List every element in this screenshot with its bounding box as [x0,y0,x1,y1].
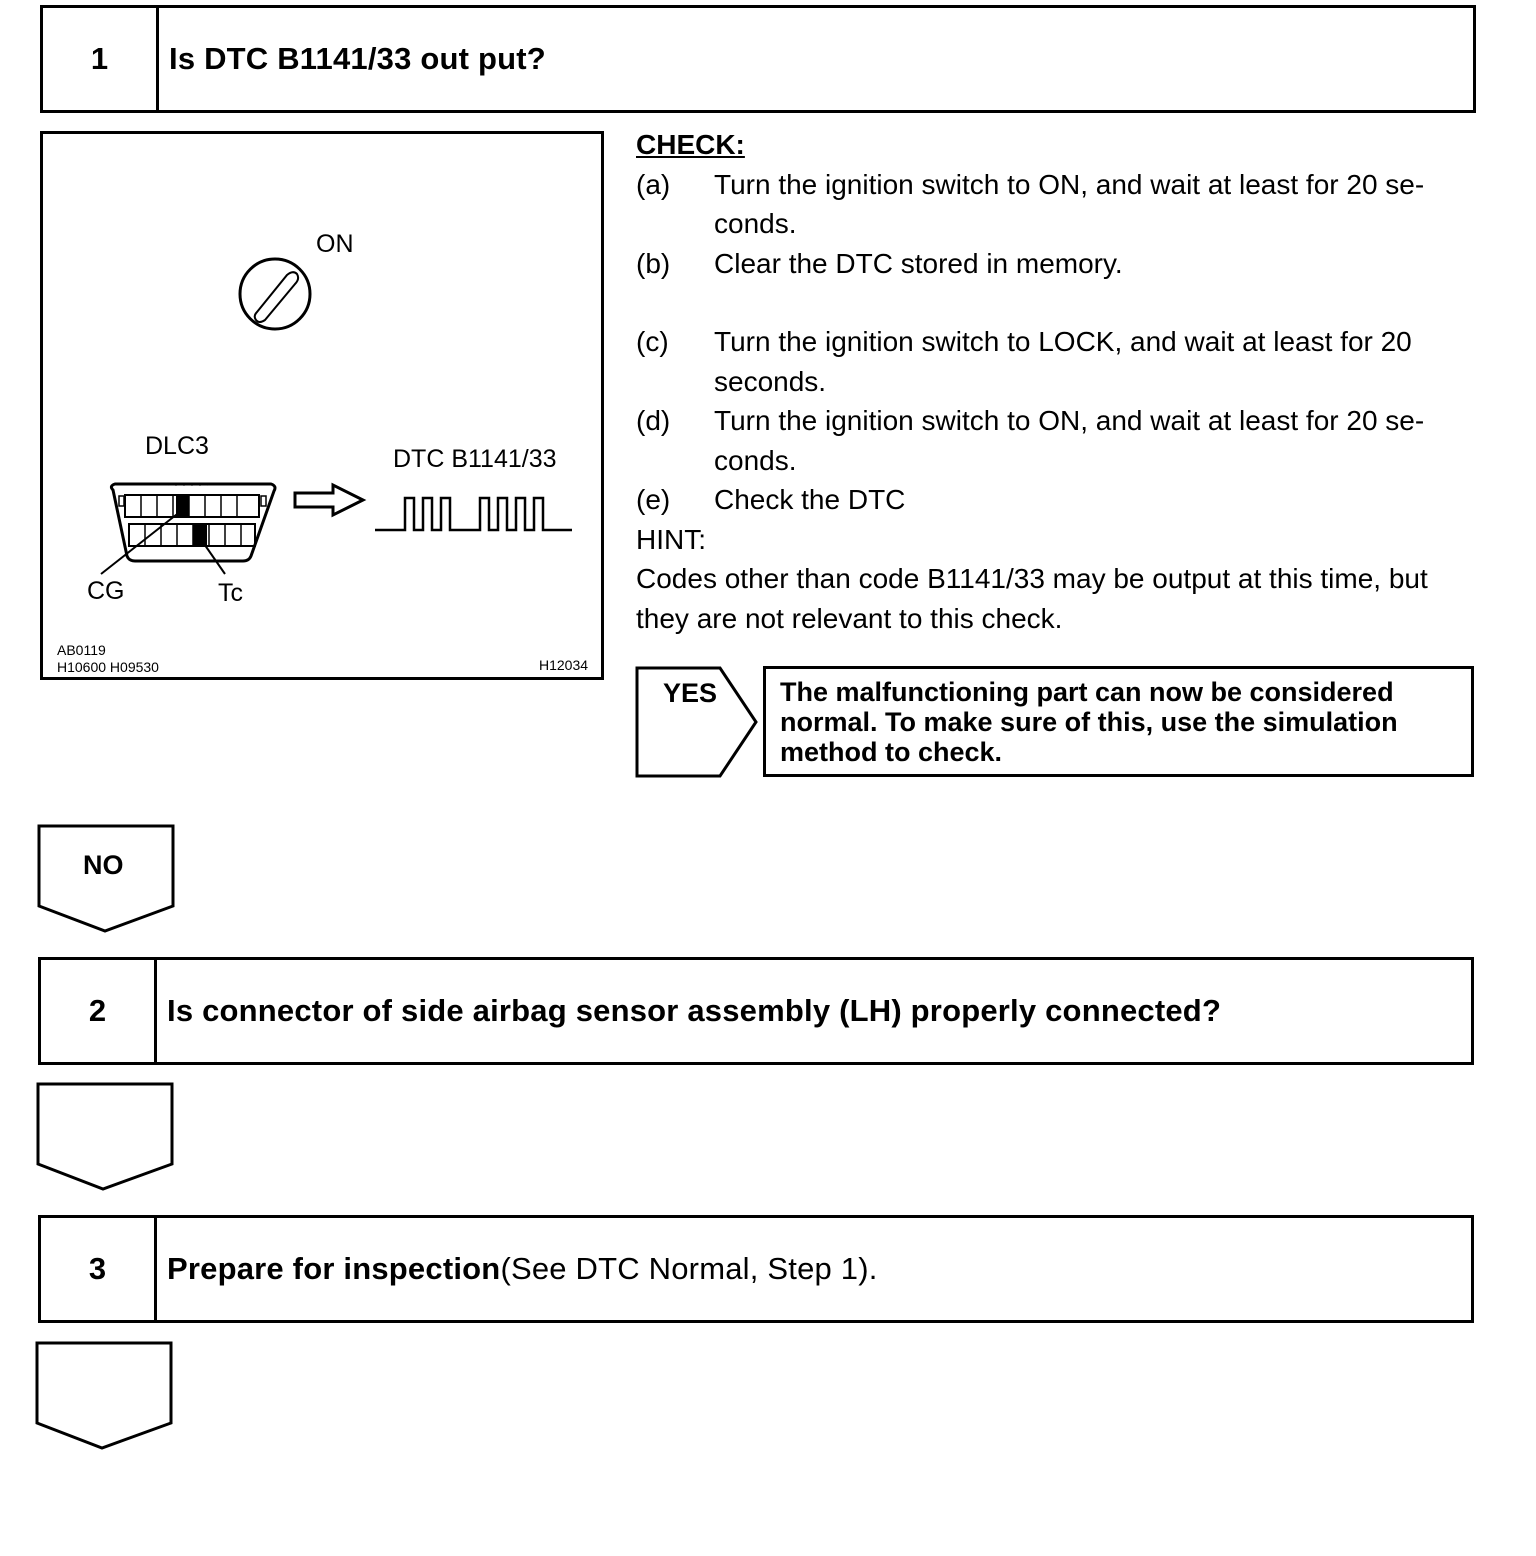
step-question-note: (See DTC Normal, Step 1). [500,1251,878,1286]
check-item-text: Turn the ignition switch to ON, and wait at least for 20 se-conds. [714,168,1425,239]
yes-label: YES [663,678,718,708]
step-2-header [38,957,1474,1065]
yes-result-text: The malfunctioning part can now be considered normal. To make sure of this, use the simulation method to check. [763,666,1474,777]
check-item-c [636,322,1482,401]
tc-label: Tc [218,579,243,607]
check-item-label: (e) [636,484,671,515]
dtc-waveform-icon [375,498,572,530]
check-item-b [636,244,1482,284]
dtc-waveform-label: DTC B1141/33 [393,445,557,473]
figure-code-right: H12034 [539,657,589,673]
check-item-text: Clear the DTC stored in memory. [714,247,1123,279]
dlc3-connector-icon [101,484,275,575]
step-3-header [38,1215,1474,1323]
step-number: 3 [41,1218,157,1320]
no-label: NO [83,850,124,880]
figure-code-left-2: H10600 H09530 [57,659,159,675]
hint-text: Codes other than code B1141/33 may be output at this time, but they are not relevant to this check. [636,563,1428,634]
right-arrow-icon [295,485,363,515]
step-question-text: Is connector of side airbag sensor assembly (LH) properly connected? [167,993,1222,1028]
check-item-label: (b) [636,247,671,279]
check-section [636,125,1482,638]
figure-code-left-1: AB0119 [57,642,106,658]
check-title: CHECK: [636,129,745,160]
step-question [157,1218,1471,1320]
flow-arrow-box [35,1341,175,1451]
step-1-header [40,5,1476,113]
flow-arrow-box [36,1082,176,1192]
cg-label: CG [87,577,125,605]
check-item-label: (d) [636,405,671,436]
step-question-text: Prepare for inspection [167,1251,501,1286]
check-item-text: Turn the ignition switch to LOCK, and wait at least for 20 seconds. [714,326,1412,397]
ignition-switch-icon [240,259,310,329]
check-item-text: Turn the ignition switch to ON, and wait at least for 20 se-conds. [714,405,1425,476]
step-question [157,960,1471,1062]
check-item-e [636,480,1482,520]
dlc3-label: DLC3 [145,432,209,460]
yes-arrow-box [635,666,761,778]
check-item-label: (a) [636,168,671,200]
step-question [159,8,1473,110]
check-item-d [636,401,1482,480]
check-item-label: (c) [636,326,669,357]
check-item-text: Check the DTC [714,484,906,515]
check-item-a [636,165,1482,244]
step-number: 1 [43,8,159,110]
hint-title: HINT: [636,523,706,555]
diagnostic-figure [40,131,604,680]
step-number: 2 [41,960,157,1062]
no-arrow-box [37,824,177,934]
connector-diagram [43,134,601,677]
on-label: ON [316,230,354,258]
step-question-text: Is DTC B1141/33 out put? [169,41,546,76]
